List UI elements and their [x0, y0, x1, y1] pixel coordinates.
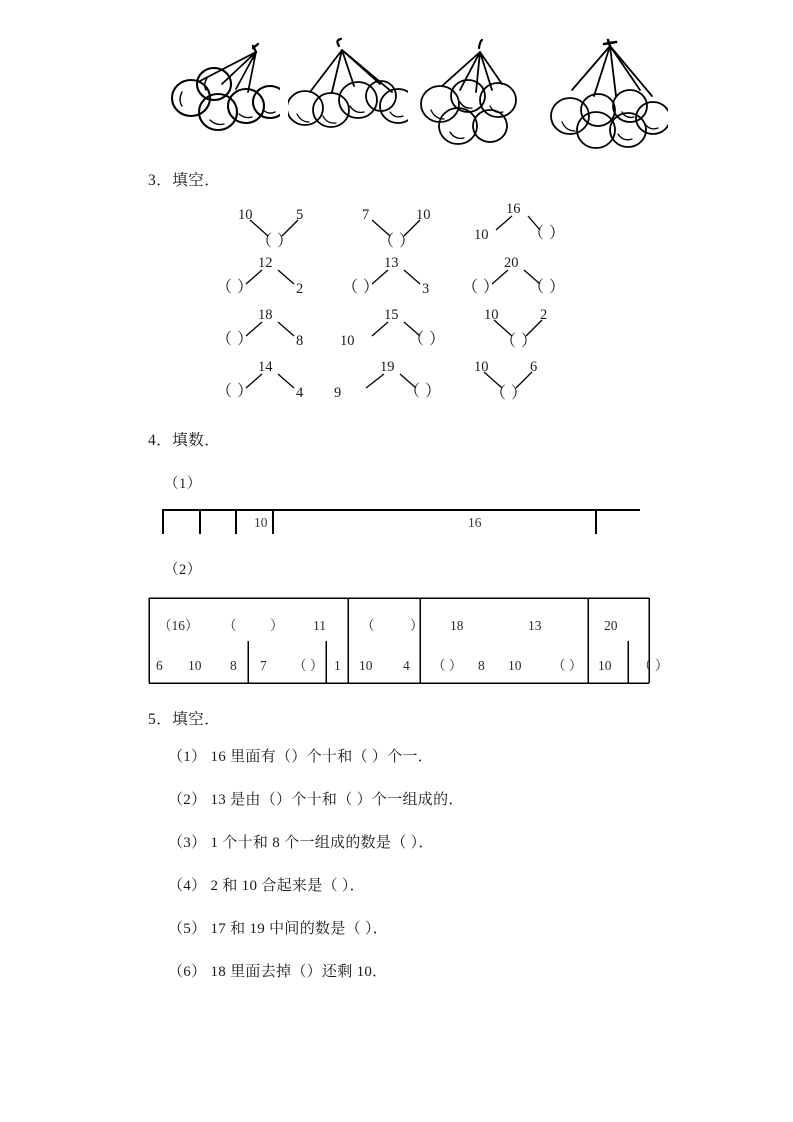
table-cell: 10 — [598, 658, 612, 673]
table-cell-blank[interactable]: （ — [223, 618, 237, 633]
number-line-label: 16 — [468, 515, 482, 530]
table-cell: 20 — [604, 618, 618, 633]
number-tree — [476, 304, 586, 356]
table-cell-blank[interactable]: （ ） — [432, 658, 463, 673]
number-tree — [466, 356, 576, 408]
table-cell-blank[interactable]: ） — [270, 618, 284, 633]
number-line-label: 10 — [254, 515, 268, 530]
question-text: 16 里面有（）个十和（ ）个一． — [210, 749, 434, 765]
tree-right-value: 4 — [296, 385, 304, 401]
section-4-sub2-label: （2） — [164, 562, 202, 578]
table-cell: 13 — [528, 618, 542, 633]
tree-bottom-blank[interactable]: （ ） — [256, 233, 294, 250]
tree-top-value: 13 — [384, 255, 399, 271]
section-5-heading: 5．填空． — [148, 711, 221, 728]
question-label: （1） — [168, 749, 207, 765]
number-line[interactable] — [150, 498, 650, 540]
question-item[interactable] — [168, 745, 688, 788]
question-text: 1 个十和 8 个一组成的数是（ ）． — [210, 835, 434, 851]
number-tree-row — [216, 356, 598, 408]
table-cell: 10 — [508, 658, 522, 673]
number-fill-table[interactable] — [148, 597, 669, 683]
number-tree — [334, 356, 452, 408]
tree-left-value: 10 — [340, 333, 355, 349]
tree-left-value: 7 — [362, 207, 370, 223]
tree-left-value: 10 — [484, 307, 499, 323]
table-cell: 6 — [156, 658, 163, 673]
tree-right-value: 8 — [296, 333, 304, 349]
question-text: 18 里面去掉（）还剩 10． — [210, 964, 388, 980]
number-tree-grid — [216, 200, 598, 408]
tree-left-blank[interactable]: （ ） — [342, 279, 380, 296]
cherry-bunch-2 — [288, 34, 408, 159]
table-cell: 18 — [450, 618, 464, 633]
tree-right-blank[interactable]: （ ） — [528, 225, 566, 242]
table-cell: 7 — [260, 658, 267, 673]
tree-left-value: 10 — [238, 207, 253, 223]
tree-left-value: 10 — [474, 359, 489, 375]
table-cell-blank[interactable]: （ ） — [552, 658, 583, 673]
tree-left-blank[interactable]: （ ） — [216, 331, 254, 348]
question-label: （6） — [168, 964, 207, 980]
question-item[interactable] — [168, 917, 688, 960]
question-item[interactable] — [168, 788, 688, 831]
tree-right-value: 10 — [416, 207, 431, 223]
tree-left-value: 9 — [334, 385, 342, 401]
tree-right-value: 5 — [296, 207, 304, 223]
table-cell: 1 — [334, 658, 341, 673]
section-5-question-list — [168, 745, 688, 1003]
tree-left-value: 10 — [474, 227, 489, 243]
tree-bottom-blank[interactable]: （ ） — [500, 333, 538, 350]
number-tree — [470, 200, 580, 252]
cherry-bunch-1 — [160, 34, 280, 159]
question-text: 13 是由（）个十和（ ）个一组成的． — [210, 792, 464, 808]
tree-top-value: 20 — [504, 255, 519, 271]
table-cell-blank[interactable]: ） — [410, 618, 424, 633]
number-tree — [216, 304, 330, 356]
tree-left-blank[interactable]: （ ） — [462, 279, 500, 296]
number-tree-row — [216, 252, 598, 304]
tree-top-value: 12 — [258, 255, 273, 271]
tree-left-blank[interactable]: （ ） — [216, 279, 254, 296]
tree-right-value: 2 — [540, 307, 548, 323]
section-4-sub1-label: （1） — [164, 476, 202, 492]
question-item[interactable] — [168, 831, 688, 874]
number-tree — [216, 356, 330, 408]
tree-right-blank[interactable]: （ ） — [528, 279, 566, 296]
number-tree — [342, 252, 456, 304]
question-text: 2 和 10 合起来是（ ）． — [210, 878, 365, 894]
table-cell: 10 — [359, 658, 373, 673]
question-item[interactable] — [168, 960, 688, 1003]
tree-top-value: 18 — [258, 307, 273, 323]
tree-top-value: 15 — [384, 307, 399, 323]
tree-top-value: 16 — [506, 201, 521, 217]
table-cell: 11 — [313, 618, 326, 633]
tree-right-value: 3 — [422, 281, 430, 297]
tree-top-value: 19 — [380, 359, 395, 375]
cherry-bunch-3 — [418, 34, 538, 159]
question-item[interactable] — [168, 874, 688, 917]
number-tree-row — [228, 200, 598, 252]
table-cell: 8 — [230, 658, 237, 673]
tree-right-blank[interactable]: （ ） — [408, 331, 446, 348]
cherry-bunch-4 — [548, 34, 668, 159]
number-tree — [354, 200, 464, 252]
tree-right-value: 6 — [530, 359, 538, 375]
tree-bottom-blank[interactable]: （ ） — [490, 385, 528, 402]
table-cell-blank[interactable]: （ ） — [293, 658, 324, 673]
table-cell-blank[interactable]: （ — [361, 618, 375, 633]
number-tree — [228, 200, 338, 252]
question-label: （3） — [168, 835, 207, 851]
tree-left-blank[interactable]: （ ） — [216, 383, 254, 400]
tree-right-value: 2 — [296, 281, 304, 297]
section-3-heading: 3．填空． — [148, 172, 221, 189]
number-tree — [462, 252, 576, 304]
question-label: （5） — [168, 921, 207, 937]
table-cell: （16） — [158, 618, 199, 633]
section-4-heading: 4．填数． — [148, 432, 221, 449]
question-label: （4） — [168, 878, 207, 894]
table-cell: 8 — [478, 658, 485, 673]
table-cell-blank[interactable]: （ ） — [638, 658, 669, 673]
tree-bottom-blank[interactable]: （ ） — [378, 233, 416, 250]
tree-top-value: 14 — [258, 359, 273, 375]
table-cell: 4 — [403, 658, 410, 673]
table-cell: 10 — [188, 658, 202, 673]
number-tree — [340, 304, 456, 356]
number-tree — [216, 252, 330, 304]
number-tree-row — [216, 304, 598, 356]
question-text: 17 和 19 中间的数是（ ）． — [210, 921, 389, 937]
tree-right-blank[interactable]: （ ） — [404, 383, 442, 400]
question-label: （2） — [168, 792, 207, 808]
cherry-illustration-row — [150, 34, 650, 154]
